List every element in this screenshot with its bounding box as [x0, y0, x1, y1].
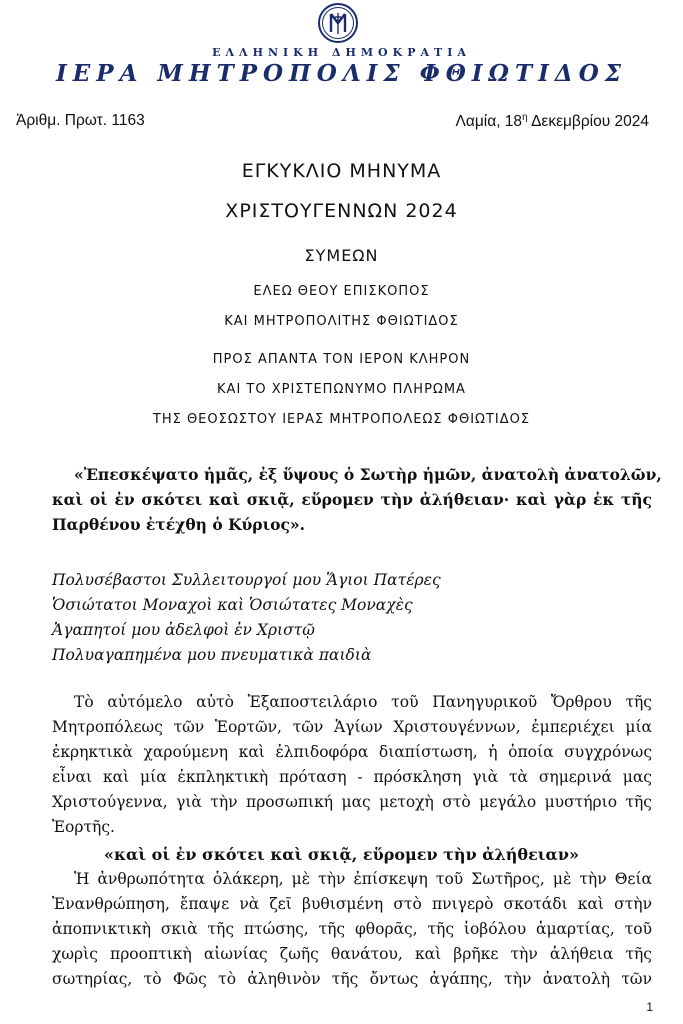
- republic-heading: ΕΛΛΗΝΙΚΗ ΔΗΜΟΚΡΑΤΙΑ: [212, 46, 471, 59]
- salutation-line: Πολυαγαπημένα μου πνευματικὰ παιδιὰ: [52, 646, 372, 664]
- paragraph-line: Χριστούγεννα, γιὰ τὴν προσωπική μας μετοχὴ στὸ μεγάλο μυστήριο τῆς: [52, 793, 652, 811]
- address-line1: ΠΡΟΣ ΑΠΑΝΤΑ ΤΟΝ ΙΕΡΟΝ ΚΛΗΡΟΝ: [212, 352, 471, 367]
- date-suffix: Δεκεμβρίου 2024: [527, 113, 649, 131]
- document-date: [456, 112, 649, 131]
- section-subheading: «καὶ οἱ ἐν σκότει καὶ σκιᾷ, εὕρομεν τὴν ἀλήθειαν»: [104, 845, 579, 864]
- salutation-line: Ἀγαπητοί μου ἀδελφοὶ ἐν Χριστῷ: [52, 621, 315, 639]
- salutations: [52, 568, 441, 668]
- paragraph-2: [52, 867, 652, 992]
- metropolis-heading: ΙΕΡΑ ΜΗΤΡΟΠΟΛΙΣ ΦΘΙΩΤΙΔΟΣ: [55, 60, 628, 87]
- paragraph-line: χωρὶς προοπτικὴ αἰωνίας ζωῆς θανάτου, καὶ βρῆκε τὴν ἀλήθεια τῆς: [52, 945, 652, 963]
- salutation-line: Ὁσιώτατοι Μοναχοὶ καὶ Ὁσιώτατες Μοναχὲς: [52, 596, 413, 614]
- address-line2: ΚΑΙ ΤΟ ΧΡΙΣΤΕΠΩΝΥΜΟ ΠΛΗΡΩΜΑ: [217, 382, 466, 397]
- address-line3: ΤΗΣ ΘΕΟΣΩΣΤΟΥ ΙΕΡΑΣ ΜΗΤΡΟΠΟΛΕΩΣ ΦΘΙΩΤΙΔΟΣ: [152, 412, 531, 427]
- bishop-name: ΣΥΜΕΩΝ: [304, 246, 379, 265]
- quote-line: καὶ οἱ ἐν σκότει καὶ σκιᾷ, εὕρομεν τὴν ἀλήθειαν· καὶ γὰρ ἐκ τῆς: [52, 490, 652, 509]
- paragraph-1: [52, 690, 652, 840]
- salutation-line: Πολυσέβαστοι Συλλειτουργοί μου Ἅγιοι Πατέρες: [52, 571, 441, 589]
- opening-quote: [52, 462, 662, 537]
- metropolis-seal-icon: [318, 3, 358, 43]
- paragraph-line: Ἡ ἀνθρωπότητα ὁλάκερη, μὲ τὴν ἐπίσκεψη τοῦ Σωτῆρος, μὲ τὴν Θεία: [74, 870, 652, 888]
- page-number: 1: [646, 1000, 653, 1014]
- date-prefix: Λαμία, 18: [455, 113, 523, 131]
- protocol-number: Ἀριθμ. Πρωτ. 1163: [16, 112, 145, 129]
- paragraph-line: ἀποπνικτικὴ σκιὰ τῆς πτώσης, τῆς φθορᾶς, τῆς ἰοβόλου ἁμαρτίας, τοῦ: [52, 920, 652, 938]
- title-christmas: ΧΡΙΣΤΟΥΓΕΝΝΩΝ 2024: [225, 200, 458, 222]
- paragraph-line: Ἑορτῆς.: [52, 818, 115, 836]
- paragraph-line: Τὸ αὐτόμελο αὐτὸ Ἐξαποστειλάριο τοῦ Πανηγυρικοῦ Ὄρθρου τῆς: [74, 693, 652, 711]
- paragraph-line: Ἐνανθρώπηση, ἔπαψε νὰ ζεῖ βυθισμένη στὸ πνιγερὸ σκοτάδι καὶ στὴν: [52, 895, 652, 913]
- paragraph-line: ἐκρηκτικὰ χαρούμενη καὶ ἐλπιδοφόρα διαπίστωση, ἡ ὁποία συγχρόνως: [52, 743, 652, 761]
- paragraph-line: σωτηρίας, τὸ Φῶς τὸ ἀληθινὸν τῆς ὄντως ἀγάπης, τὴν ἀνατολὴ τῶν: [52, 970, 652, 988]
- paragraph-line: εἶναι καὶ μία ἐκπληκτικὴ πρόταση - πρόσκληση γιὰ τὰ σημερινά μας: [52, 768, 652, 786]
- paragraph-line: Μητροπόλεως τῶν Ἑορτῶν, τῶν Ἁγίων Χριστουγέννων, ἐμπεριέχει μία: [52, 718, 652, 736]
- title-encyclical: ΕΓΚΥΚΛΙΟ ΜΗΝΥΜΑ: [241, 160, 442, 182]
- bishop-role-line1: ΕΛΕΩ ΘΕΟΥ ΕΠΙΣΚΟΠΟΣ: [253, 284, 430, 299]
- quote-line: «Ἐπεσκέψατο ἡμᾶς, ἐξ ὕψους ὁ Σωτὴρ ἡμῶν, ἀνατολὴ ἀνατολῶν,: [74, 465, 662, 484]
- quote-line: Παρθένου ἐτέχθη ὁ Κύριος».: [52, 515, 305, 534]
- bishop-role-line2: ΚΑΙ ΜΗΤΡΟΠΟΛΙΤΗΣ ΦΘΙΩΤΙΔΟΣ: [224, 314, 459, 329]
- date-superscript: η: [522, 112, 528, 123]
